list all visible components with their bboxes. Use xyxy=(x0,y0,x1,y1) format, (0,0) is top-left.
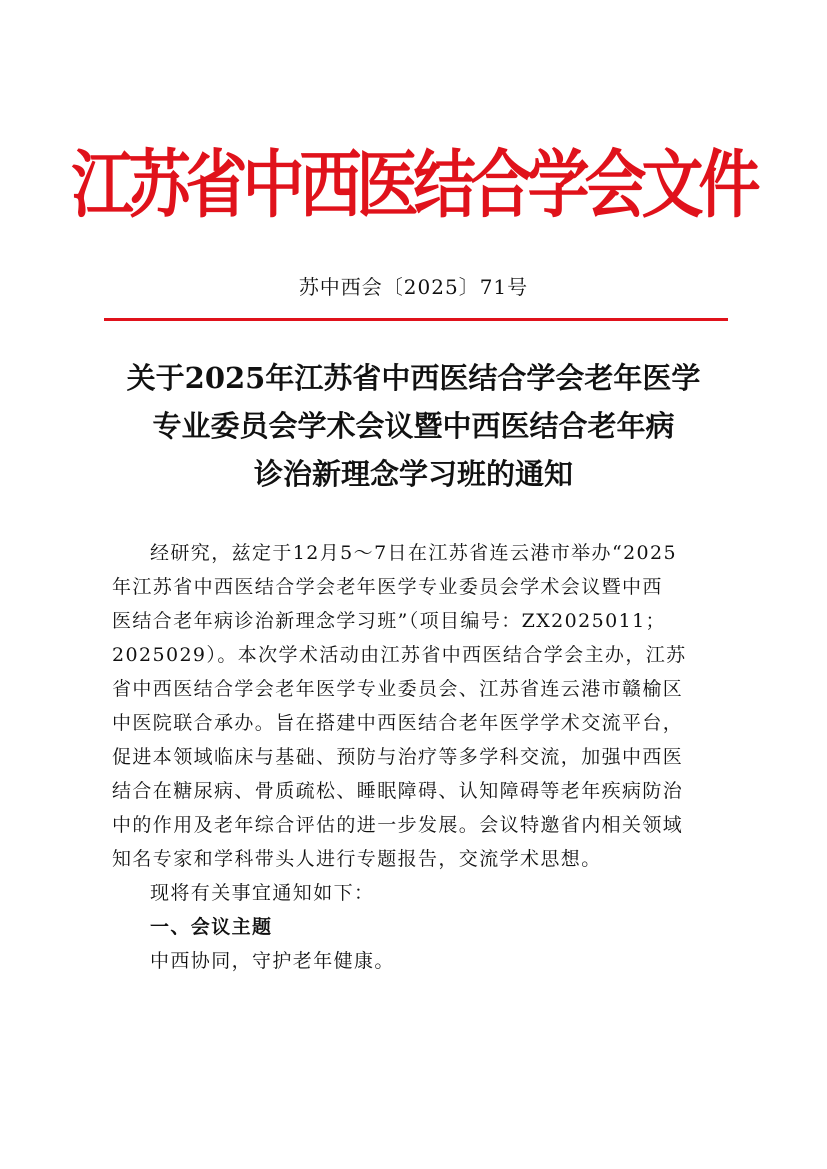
section-1-heading: 一、会议主题 xyxy=(150,916,273,938)
body-paragraph-1-line: 医结合老年病诊治新理念学习班”（项目编号：ZX2025011； xyxy=(112,610,666,632)
notice-title-line-2: 专业委员会学术会议暨中西医结合老年病 xyxy=(152,409,675,443)
body-paragraph-1-line: 年江苏省中西医结合学会老年医学专业委员会学术会议暨中西 xyxy=(112,576,663,598)
notice-title xyxy=(60,354,767,498)
body-paragraph-1 xyxy=(112,536,732,876)
body-paragraph-1-line: 中医院联合承办。旨在搭建中西医结合老年医学学术交流平台， xyxy=(112,712,684,734)
body-paragraph-2: 现将有关事宜通知如下： xyxy=(150,882,375,904)
body-paragraph-1-line: 经研究，兹定于12月5～7日在江苏省连云港市举办“2025 xyxy=(150,542,678,564)
notice-title-line-3: 诊治新理念学习班的通知 xyxy=(253,457,573,491)
notice-body xyxy=(112,536,732,978)
body-paragraph-1-line: 中的作用及老年综合评估的进一步发展。会议特邀省内相关领域 xyxy=(112,814,684,836)
body-paragraph-1-line: 结合在糖尿病、骨质疏松、睡眠障碍、认知障碍等老年疾病防治 xyxy=(112,780,684,802)
body-paragraph-1-line: 2025029）。本次学术活动由江苏省中西医结合学会主办，江苏 xyxy=(112,644,687,666)
section-1-text: 中西协同，守护老年健康。 xyxy=(150,950,395,972)
document-number: 苏中西会〔2025〕71号 xyxy=(298,275,529,299)
document-masthead: 江苏省中西医结合学会文件 xyxy=(71,141,756,228)
body-paragraph-1-line: 促进本领域临床与基础、预防与治疗等多学科交流，加强中西医 xyxy=(112,746,684,768)
red-separator-rule xyxy=(104,318,728,321)
notice-title-line-1: 关于2025年江苏省中西医结合学会老年医学 xyxy=(126,361,701,395)
body-paragraph-1-line: 知名专家和学科带头人进行专题报告，交流学术思想。 xyxy=(112,848,602,870)
body-paragraph-1-line: 省中西医结合学会老年医学专业委员会、江苏省连云港市赣榆区 xyxy=(112,678,684,700)
